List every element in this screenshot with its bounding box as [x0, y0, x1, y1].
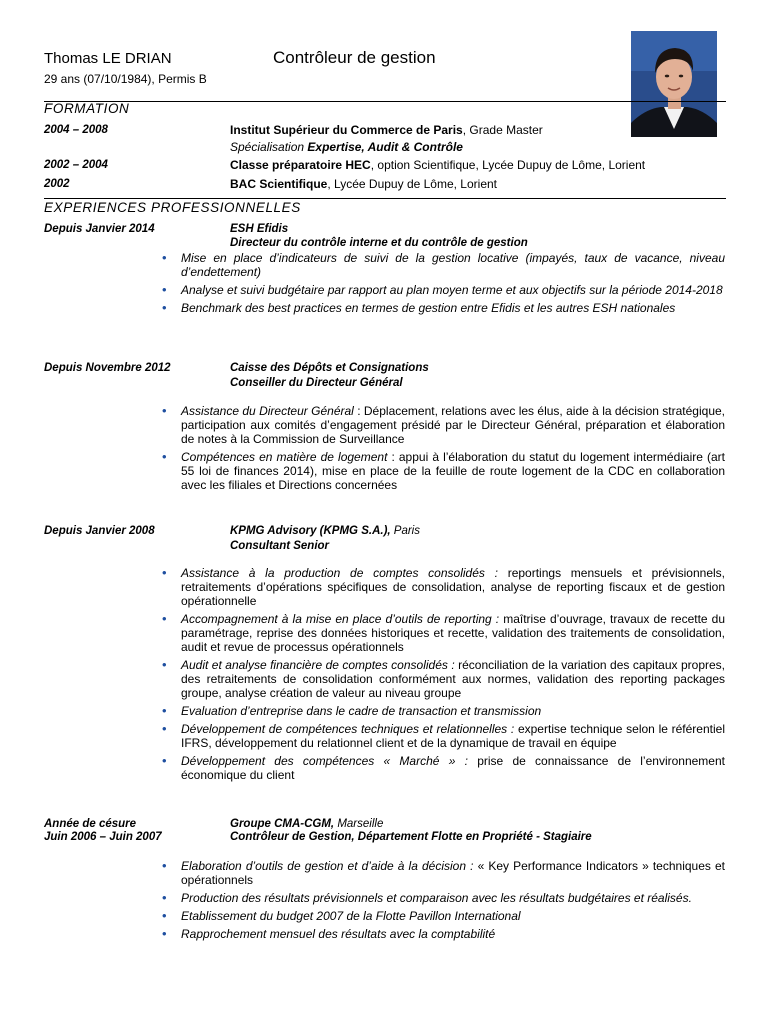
job-role: Directeur du contrôle interne et du contrôle de gestion — [230, 237, 528, 249]
formation-date: 2002 – 2004 — [44, 159, 108, 171]
job-bullets — [162, 859, 725, 945]
list-item: • Elaboration d’outils de gestion et d’aide à la décision : « Key Performance Indicators » techniques et opérationnels — [162, 859, 725, 887]
portrait-image — [631, 31, 717, 137]
list-item: • Développement de compétences techniques et relationnelles : expertise technique selon le référentiel IFRS, développement du relationnel client et de la dynamique de travail en équipe — [162, 722, 725, 750]
list-item: • Assistance du Directeur Général : Déplacement, relations avec les élus, aide à la décision stratégique, participation aux comités d’engagement présidé par le Directeur Général, préparation et élaboration de notes à la Commission de Surveillance — [162, 404, 725, 446]
candidate-name: Thomas LE DRIAN — [44, 50, 172, 67]
job-date: Depuis Janvier 2008 — [44, 525, 155, 537]
job-date: Depuis Novembre 2012 — [44, 362, 171, 374]
header-divider — [44, 101, 726, 102]
job-role: Conseiller du Directeur Général — [230, 377, 403, 389]
formation-detail: , Lycée Dupuy de Lôme, Lorient — [327, 177, 498, 191]
job-date-range: Juin 2006 – Juin 2007 — [44, 831, 162, 843]
job-title: Contrôleur de gestion — [273, 48, 436, 67]
job-bullets — [162, 566, 725, 786]
job-bullets — [162, 404, 725, 496]
formation-date: 2002 — [44, 178, 70, 190]
formation-school: BAC Scientifique — [230, 177, 328, 191]
formation-heading: FORMATION — [44, 101, 130, 116]
job-role: Contrôleur de Gestion, Département Flotte en Propriété - Stagiaire — [230, 831, 592, 843]
job-role: Consultant Senior — [230, 540, 330, 552]
job-date: Année de césure — [44, 818, 137, 830]
list-item: • Etablissement du budget 2007 de la Flotte Pavillon International — [162, 909, 725, 923]
profile-photo — [631, 31, 717, 137]
experience-heading: EXPERIENCES PROFESSIONNELLES — [44, 200, 301, 215]
job-location: Marseille — [334, 818, 384, 830]
formation-detail: , Grade Master — [462, 123, 543, 137]
formation-spec-label: Spécialisation — [230, 140, 308, 154]
job-company: KPMG Advisory (KPMG S.A.), — [230, 525, 391, 537]
formation-divider — [44, 198, 726, 199]
list-item: • Accompagnement à la mise en place d’outils de reporting : maîtrise d’ouvrage, travaux de recette du paramétrage, reprise des données historiques et recette, validation des traitements de consolidation, audit et revue de processus opérationnels — [162, 612, 725, 654]
list-item: • Evaluation d’entreprise dans le cadre de transaction et transmission — [162, 704, 725, 718]
personal-info: 29 ans (07/10/1984), Permis B — [44, 72, 207, 86]
list-item: • Audit et analyse financière de comptes consolidés : réconciliation de la variation des capitaux propres, des retraitements de consolidation conformément aux normes, validation des reporting packages groupe, analyse création de valeur au niveau groupe — [162, 658, 725, 700]
job-bullets — [162, 251, 725, 319]
formation-date: 2004 – 2008 — [44, 124, 108, 136]
formation-spec-value: Expertise, Audit & Contrôle — [307, 140, 463, 154]
list-item: • Mise en place d’indicateurs de suivi de la gestion locative (impayés, taux de vacance, niveau d’endettement) — [162, 251, 725, 279]
job-company: Groupe CMA-CGM, — [230, 818, 335, 830]
list-item: • Production des résultats prévisionnels et comparaison avec les résultats budgétaires et réalisés. — [162, 891, 725, 905]
list-item: • Compétences en matière de logement : appui à l’élaboration du statut du logement intermédiaire (art 55 loi de finances 2014), mise en place de la feuille de route logement de la CDC en collaboration avec les filiales et Directions concernées — [162, 450, 725, 492]
formation-detail: , option Scientifique, Lycée Dupuy de Lôme, Lorient — [370, 158, 646, 172]
list-item: • Assistance à la production de comptes consolidés : reportings mensuels et prévisionnels, retraitements d’opérations spécifiques de consolidation, analyse de reporting fiscaux et de gestion opérationnelle — [162, 566, 725, 608]
list-item: • Analyse et suivi budgétaire par rapport au plan moyen terme et aux objectifs sur la période 2014-2018 — [162, 283, 725, 297]
job-company: ESH Efidis — [230, 223, 289, 235]
job-company: Caisse des Dépôts et Consignations — [230, 362, 429, 374]
list-item: • Rapprochement mensuel des résultats avec la comptabilité — [162, 927, 725, 941]
formation-school: Classe préparatoire HEC — [230, 158, 371, 172]
formation-school: Institut Supérieur du Commerce de Paris — [230, 123, 463, 137]
job-location: Paris — [390, 525, 420, 537]
job-date: Depuis Janvier 2014 — [44, 223, 155, 235]
list-item: • Développement des compétences « Marché » : prise de connaissance de l’environnement économique du client — [162, 754, 725, 782]
list-item: • Benchmark des best practices en termes de gestion entre Efidis et les autres ESH nationales — [162, 301, 725, 315]
